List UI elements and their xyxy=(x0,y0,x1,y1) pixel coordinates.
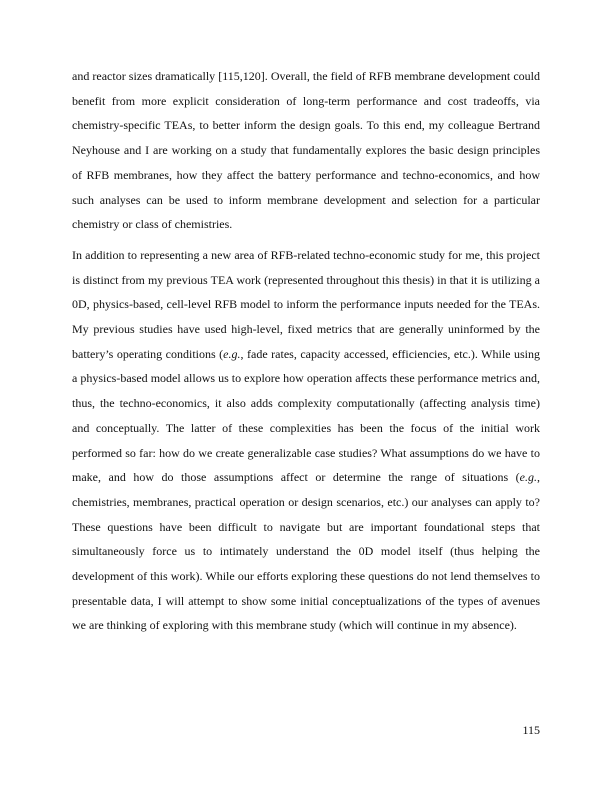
paragraph-2-text: , chemistries, membranes, practical operation or design scenarios, etc.) our analyses can apply to? These questions have been difficult to navigate but are important foundational steps that simultaneously force us to intimately understand the 0D model itself (thus helping the development of this work). While our efforts exploring these questions do not lend themselves to presentable data, I will attempt to show some initial conceptualizations of the types of avenues we are thinking of exploring with this membrane study (which will continue in my absence). xyxy=(72,470,540,633)
paragraph-1: and reactor sizes dramatically [115,120]. Overall, the field of RFB membrane development could benefit from more explicit consideration of long-term performance and cost tradeoffs, via chemistry-specific TEAs, to better inform the design goals. To this end, my colleague Bertrand Neyhouse and I are working on a study that fundamentally explores the basic design principles of RFB membranes, how they affect the battery performance and techno-economics, and how such analyses can be used to inform membrane development and selection for a particular chemistry or class of chemistries. xyxy=(72,69,540,232)
paragraph-2-text: In addition to representing a new area of RFB-related techno-economic study for me, this project is distinct from my previous TEA work (represented throughout this thesis) in that it is utilizing a 0D, physics-based, cell-level RFB model to inform the performance inputs needed for the TEAs. My previous studies have used high-level, fixed metrics that are generally uninformed by the battery’s operating conditions ( xyxy=(72,247,540,361)
abbreviation-eg: e.g. xyxy=(519,470,537,485)
paragraph-2-text: , fade rates, capacity accessed, efficiencies, etc.). While using a physics-based model allows us to explore how operation affects these performance metrics and, thus, the techno-economics, it also adds complexity computationally (affecting analysis time) and conceptually. The latter of these complexities has been the focus of the initial work performed so far: how do we create generalizable case studies? What assumptions do we have to make, and how do those assumptions affect or determine the range of situations ( xyxy=(72,346,540,485)
page-body xyxy=(72,64,540,638)
abbreviation-eg: e.g. xyxy=(223,346,241,361)
page-number: 115 xyxy=(522,723,540,737)
paragraph-2 xyxy=(72,243,540,638)
